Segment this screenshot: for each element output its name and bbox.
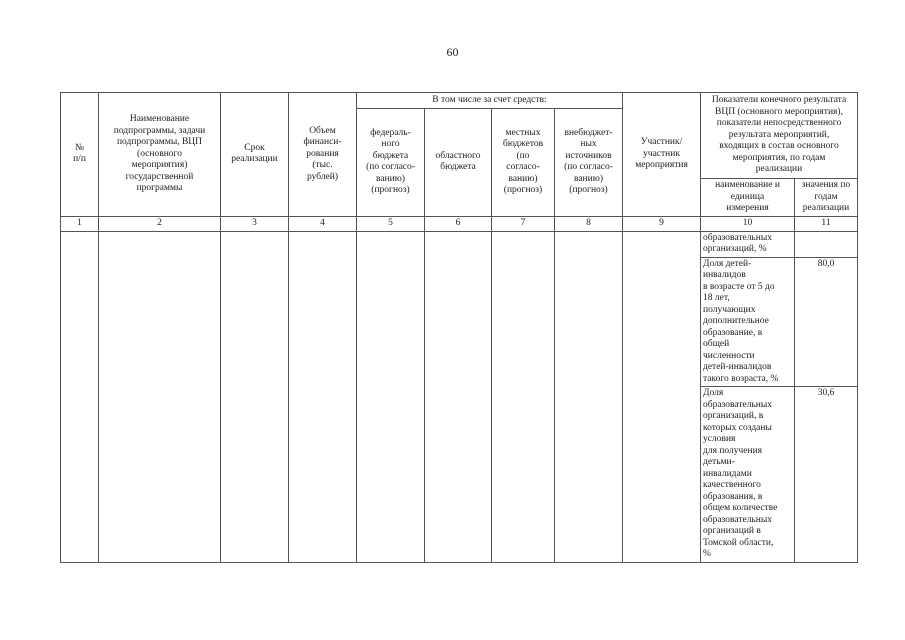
column-number: 7 xyxy=(492,216,555,231)
body-cell-name xyxy=(99,231,221,562)
body-cell-participant xyxy=(623,231,701,562)
header-regional: областного бюджета xyxy=(425,109,492,217)
header-extrabudget: внебюджет- ных источников (по согласо- ванию) (прогноз) xyxy=(555,109,623,217)
header-funding: Объем финанси- рования (тыс. рублей) xyxy=(289,93,357,217)
column-number: 9 xyxy=(623,216,701,231)
body-cell-funding xyxy=(289,231,357,562)
indicator-name: образовательных организаций, % xyxy=(701,231,795,257)
indicator-value: 80,0 xyxy=(795,257,858,387)
column-number: 2 xyxy=(99,216,221,231)
header-participant: Участник/ участник мероприятия xyxy=(623,93,701,217)
indicator-value xyxy=(795,231,858,257)
program-table xyxy=(60,92,858,563)
body-cell-federal xyxy=(357,231,425,562)
header-term: Срок реализации xyxy=(221,93,289,217)
indicator-name: Доля детей- инвалидов в возрасте от 5 до 18 лет, получающих дополнительное образование, в общей численности детей-инвалидов такого возраста, % xyxy=(701,257,795,387)
body-cell-extrabudget xyxy=(555,231,623,562)
column-number: 10 xyxy=(701,216,795,231)
indicator-value: 30,6 xyxy=(795,387,858,563)
header-indicator-value: значения по годам реализации xyxy=(795,179,858,217)
column-number: 11 xyxy=(795,216,858,231)
header-indicator-name: наименование и единица измерения xyxy=(701,179,795,217)
header-name: Наименование подпрограммы, задачи подпрограммы, ВЦП (основного мероприятия) государственной программы xyxy=(99,93,221,217)
column-number: 3 xyxy=(221,216,289,231)
header-sources-group: В том числе за счет средств: xyxy=(357,93,623,109)
column-number: 1 xyxy=(61,216,99,231)
header-federal: федераль- ного бюджета (по согласо- ванию) (прогноз) xyxy=(357,109,425,217)
header-local: местных бюджетов (по согласо- ванию) (прогноз) xyxy=(492,109,555,217)
column-number: 4 xyxy=(289,216,357,231)
column-number: 6 xyxy=(425,216,492,231)
column-number: 8 xyxy=(555,216,623,231)
body-cell-number xyxy=(61,231,99,562)
body-cell-regional xyxy=(425,231,492,562)
body-cell-term xyxy=(221,231,289,562)
column-number: 5 xyxy=(357,216,425,231)
indicator-name: Доля образовательных организаций, в которых созданы условия для получения детьми- инвалидами качественного образования, в общем количестве образовательных организаций в Томской области, % xyxy=(701,387,795,563)
header-number: № п/п xyxy=(61,93,99,217)
page-number: 60 xyxy=(446,45,459,59)
header-indicators-group: Показатели конечного результата ВЦП (основного мероприятия), показатели непосредственного результата мероприятий, входящих в состав основного мероприятия, по годам реализации xyxy=(701,93,858,179)
body-cell-local xyxy=(492,231,555,562)
